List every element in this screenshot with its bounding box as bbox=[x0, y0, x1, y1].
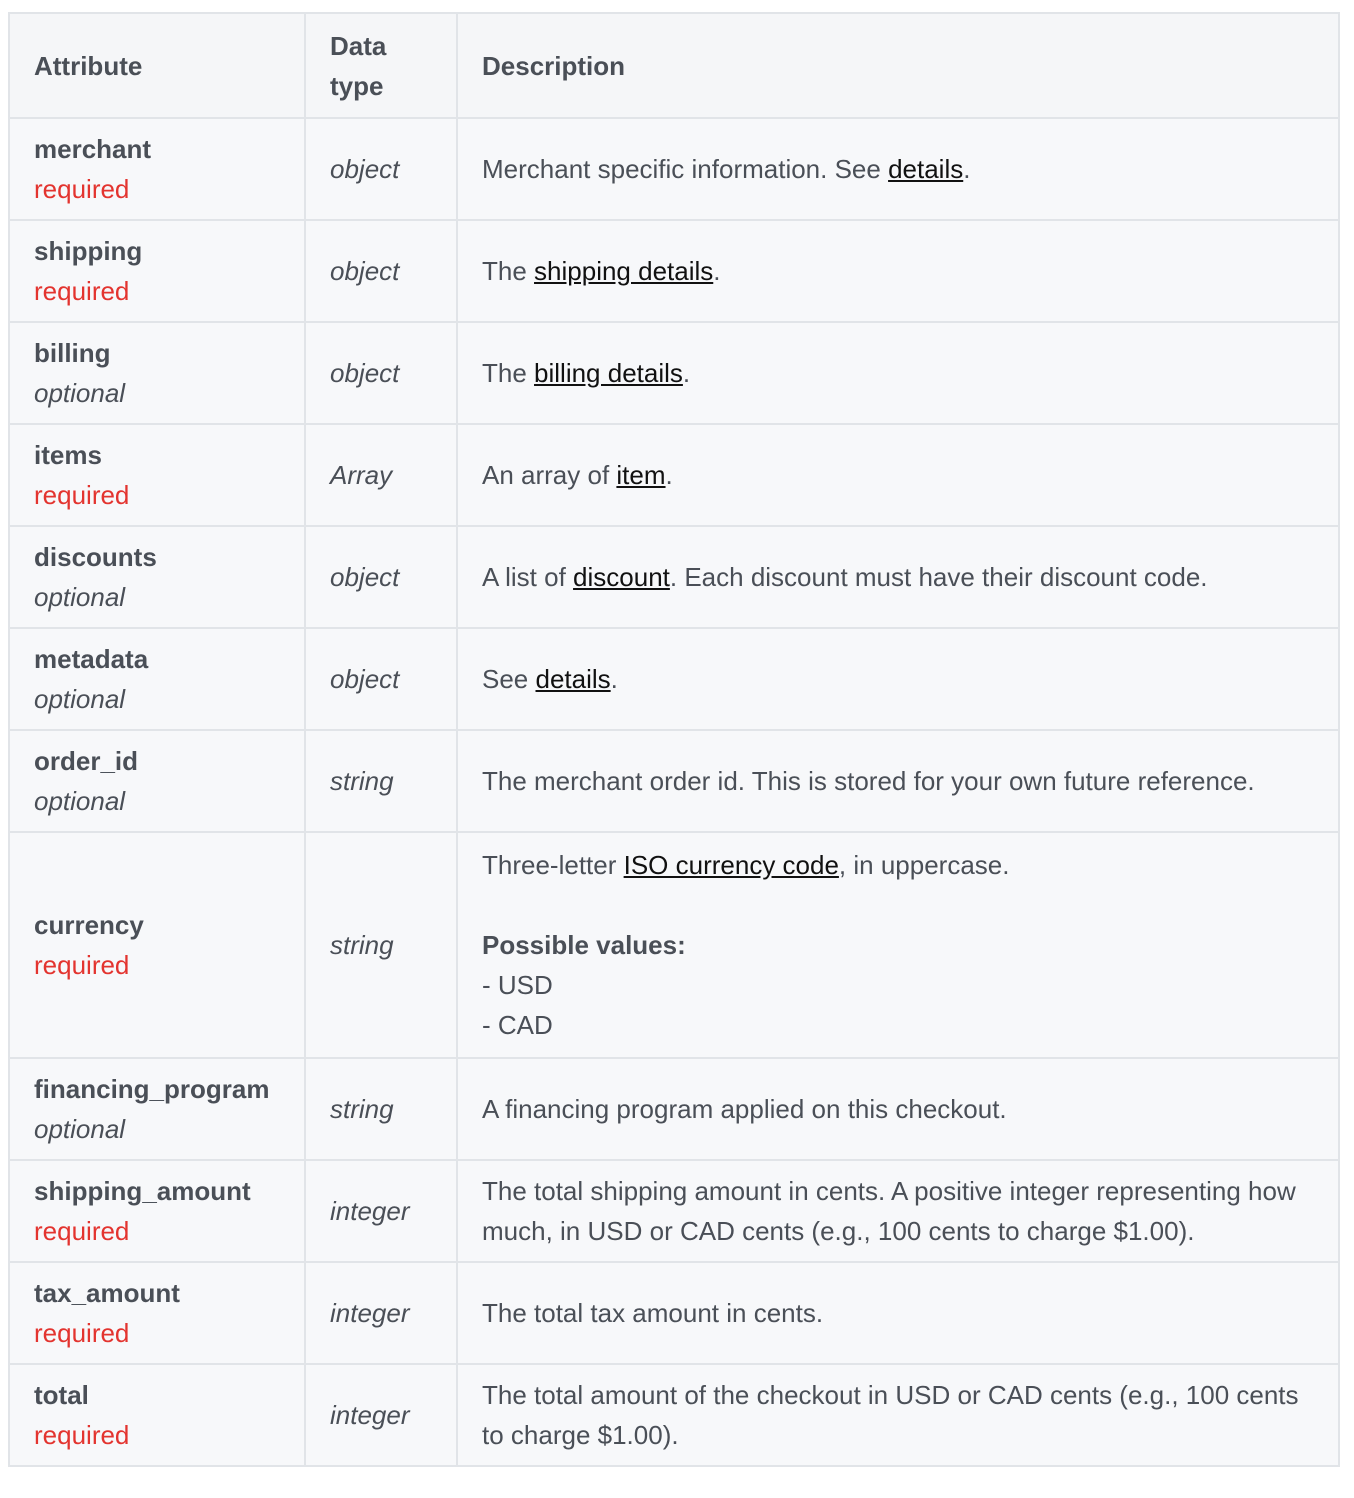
attribute-name: merchant bbox=[34, 134, 152, 164]
table-row bbox=[9, 730, 1339, 832]
description-suffix: . Each discount must have their discount code. bbox=[669, 562, 1208, 592]
data-type-cell: string bbox=[305, 730, 457, 832]
requirement-label: optional bbox=[34, 378, 126, 408]
description-cell bbox=[457, 424, 1339, 526]
data-type-cell: object bbox=[305, 322, 457, 424]
attribute-cell bbox=[9, 220, 305, 322]
table-row bbox=[9, 1160, 1339, 1262]
data-type-cell: string bbox=[305, 832, 457, 1058]
item-link[interactable]: item bbox=[616, 460, 666, 490]
attribute-name: billing bbox=[34, 338, 111, 368]
description-cell: The total tax amount in cents. bbox=[457, 1262, 1339, 1364]
attribute-cell bbox=[9, 322, 305, 424]
attribute-name: financing_program bbox=[34, 1074, 270, 1104]
attribute-cell bbox=[9, 118, 305, 220]
attribute-cell bbox=[9, 1262, 305, 1364]
description-text: The bbox=[482, 256, 535, 286]
requirement-label: optional bbox=[34, 582, 126, 612]
requirement-label: required bbox=[34, 174, 130, 204]
table-row bbox=[9, 220, 1339, 322]
data-type-cell: object bbox=[305, 118, 457, 220]
description-text: The bbox=[482, 358, 535, 388]
description-cell: A financing program applied on this checkout. bbox=[457, 1058, 1339, 1160]
description-text: See bbox=[482, 664, 536, 694]
attribute-name: shipping bbox=[34, 236, 143, 266]
shipping-details-link[interactable]: shipping details bbox=[534, 256, 714, 286]
description-cell bbox=[457, 628, 1339, 730]
description-text: An array of bbox=[482, 460, 617, 490]
description-cell: The total shipping amount in cents. A positive integer representing how much, in USD or CAD cents (e.g., 100 cents to charge $1.00). bbox=[457, 1160, 1339, 1262]
attribute-cell bbox=[9, 1058, 305, 1160]
requirement-label: required bbox=[34, 950, 130, 980]
requirement-label: required bbox=[34, 1318, 130, 1348]
attribute-name: order_id bbox=[34, 746, 139, 776]
table-row bbox=[9, 628, 1339, 730]
attribute-cell bbox=[9, 832, 305, 1058]
data-type-cell: string bbox=[305, 1058, 457, 1160]
data-type-cell: integer bbox=[305, 1364, 457, 1466]
attribute-cell bbox=[9, 424, 305, 526]
description-suffix: . bbox=[610, 664, 618, 694]
header-data-type-line2: type bbox=[330, 70, 384, 101]
attribute-name: tax_amount bbox=[34, 1278, 180, 1308]
table-row bbox=[9, 526, 1339, 628]
iso-currency-code-link[interactable]: ISO currency code bbox=[623, 850, 839, 880]
description-suffix: . bbox=[713, 256, 721, 286]
description-suffix: . bbox=[665, 460, 673, 490]
attribute-cell bbox=[9, 1160, 305, 1262]
table-row bbox=[9, 1364, 1339, 1466]
header-data-type bbox=[305, 13, 457, 118]
data-type-cell: integer bbox=[305, 1160, 457, 1262]
description-cell: The total amount of the checkout in USD or CAD cents (e.g., 100 cents to charge $1.00). bbox=[457, 1364, 1339, 1466]
data-type-cell: object bbox=[305, 526, 457, 628]
details-link[interactable]: details bbox=[888, 154, 964, 184]
header-attribute: Attribute bbox=[9, 13, 305, 118]
table-row bbox=[9, 322, 1339, 424]
header-description: Description bbox=[457, 13, 1339, 118]
description-suffix: . bbox=[963, 154, 971, 184]
attribute-name: metadata bbox=[34, 644, 149, 674]
requirement-label: optional bbox=[34, 684, 126, 714]
attributes-table bbox=[8, 12, 1340, 1467]
requirement-label: required bbox=[34, 1216, 130, 1246]
attribute-cell bbox=[9, 628, 305, 730]
description-text: Three-letter bbox=[482, 850, 624, 880]
possible-values-label: Possible values: bbox=[482, 930, 686, 960]
table-header-row bbox=[9, 13, 1339, 118]
attribute-name: total bbox=[34, 1380, 89, 1410]
attributes-table-container bbox=[8, 12, 1338, 1467]
attribute-cell bbox=[9, 730, 305, 832]
description-suffix: . bbox=[682, 358, 691, 388]
table-row bbox=[9, 1262, 1339, 1364]
details-link[interactable]: details bbox=[535, 664, 611, 694]
description-cell bbox=[457, 220, 1339, 322]
description-line bbox=[482, 845, 1314, 885]
description-text: Merchant specific information. See bbox=[482, 154, 889, 184]
description-cell bbox=[457, 526, 1339, 628]
attribute-cell bbox=[9, 526, 305, 628]
data-type-cell: object bbox=[305, 220, 457, 322]
header-data-type-line1: Data bbox=[330, 30, 387, 61]
data-type-cell: Array bbox=[305, 424, 457, 526]
table-row bbox=[9, 1058, 1339, 1160]
description-cell: The merchant order id. This is stored for your own future reference. bbox=[457, 730, 1339, 832]
requirement-label: required bbox=[34, 276, 130, 306]
description-cell bbox=[457, 832, 1339, 1058]
attribute-name: items bbox=[34, 440, 102, 470]
requirement-label: required bbox=[34, 1420, 130, 1450]
attribute-name: currency bbox=[34, 910, 144, 940]
billing-details-link[interactable]: billing details bbox=[534, 358, 683, 388]
discount-link[interactable]: discount bbox=[573, 562, 670, 592]
requirement-label: optional bbox=[34, 1114, 126, 1144]
data-type-cell: integer bbox=[305, 1262, 457, 1364]
attribute-name: shipping_amount bbox=[34, 1176, 251, 1206]
attribute-cell bbox=[9, 1364, 305, 1466]
description-text: A list of bbox=[482, 562, 574, 592]
possible-value-usd: - USD bbox=[482, 970, 553, 1000]
description-cell bbox=[457, 118, 1339, 220]
requirement-label: optional bbox=[34, 786, 126, 816]
table-row bbox=[9, 424, 1339, 526]
requirement-label: required bbox=[34, 480, 130, 510]
table-row bbox=[9, 118, 1339, 220]
attribute-name: discounts bbox=[34, 542, 157, 572]
possible-value-cad: - CAD bbox=[482, 1010, 553, 1040]
description-suffix: , in uppercase. bbox=[838, 850, 1010, 880]
table-row bbox=[9, 832, 1339, 1058]
description-cell bbox=[457, 322, 1339, 424]
spacer bbox=[482, 885, 1314, 925]
data-type-cell: object bbox=[305, 628, 457, 730]
